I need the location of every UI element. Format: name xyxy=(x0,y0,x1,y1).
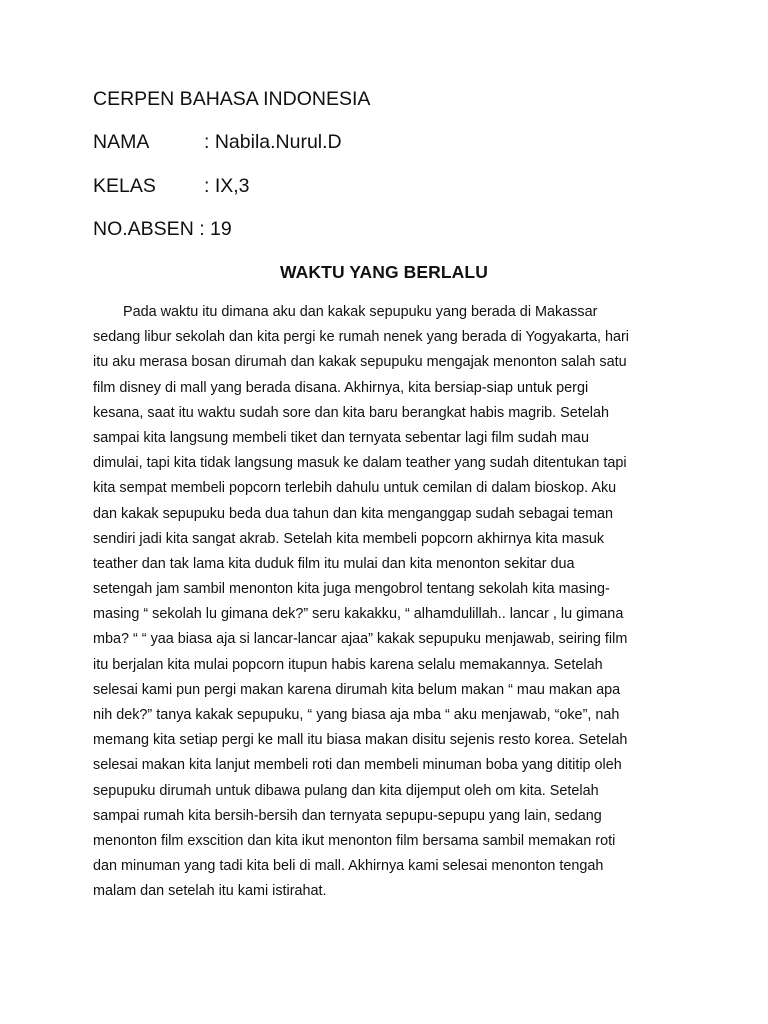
name-label: NAMA xyxy=(93,131,150,153)
story-line: dimulai, tapi kita tidak langsung masuk ke dalam teather yang sudah ditentukan tapi xyxy=(93,455,627,472)
story-line: masing “ sekolah lu gimana dek?” seru kakakku, “ alhamdulillah.. lancar , lu gimana xyxy=(93,606,624,623)
story-line: sedang libur sekolah dan kita pergi ke rumah nenek yang berada di Yogyakarta, hari xyxy=(93,329,630,346)
story-line: teather dan tak lama kita duduk film itu mulai dan kita menonton sekitar dua xyxy=(93,555,575,572)
story-line: sendiri jadi kita sangat akrab. Setelah kita membeli popcorn akhirnya kita masuk xyxy=(93,530,605,547)
story-line: menonton film exscition dan kita ikut menonton film bersama sambil memakan roti xyxy=(93,832,616,849)
story-line: sepupuku dirumah untuk dibawa pulang dan kita dijemput oleh om kita. Setelah xyxy=(93,782,599,799)
story-line: mba? “ “ yaa biasa aja si lancar-lancar ajaa” kakak sepupuku menjawab, seiring film xyxy=(93,631,628,648)
story-line: memang kita setiap pergi ke mall itu biasa makan disitu sejenis resto korea. Setelah xyxy=(93,732,628,749)
story-line: kesana, saat itu waktu sudah sore dan kita baru berangkat habis magrib. Setelah xyxy=(93,404,609,421)
name-value: : Nabila.Nurul.D xyxy=(204,131,342,153)
story-line: itu aku merasa bosan dirumah dan kakak sepupuku mengajak menonton salah satu xyxy=(93,354,627,371)
story-line: nih dek?” tanya kakak sepupuku, “ yang biasa aja mba “ aku menjawab, “oke”, nah xyxy=(93,707,620,723)
document-heading: CERPEN BAHASA INDONESIA xyxy=(93,88,371,110)
story-line: sampai rumah kita bersih-bersih dan ternyata sepupu-sepupu yang lain, sedang xyxy=(93,807,602,824)
story-line: sampai kita langsung membeli tiket dan ternyata sebentar lagi film sudah mau xyxy=(93,429,589,446)
story-line: selesai makan kita lanjut membeli roti dan membeli minuman boba yang dititip oleh xyxy=(93,757,622,774)
story-title: WAKTU YANG BERLALU xyxy=(280,262,488,282)
story-line: dan minuman yang tadi kita beli di mall. Akhirnya kami selesai menonton tengah xyxy=(93,858,604,875)
story-line: itu berjalan kita mulai popcorn itupun habis karena selalu memakannya. Setelah xyxy=(93,656,603,673)
class-label: KELAS xyxy=(93,175,156,197)
story-body xyxy=(93,300,683,905)
story-line: selesai kami pun pergi makan karena dirumah kita belum makan “ mau makan apa xyxy=(93,681,621,698)
story-line: setengah jam sambil menonton kita juga mengobrol tentang sekolah kita masing- xyxy=(93,581,610,598)
story-line: dan kakak sepupuku beda dua tahun dan kita menganggap sudah sebagai teman xyxy=(93,505,614,522)
story-line: Pada waktu itu dimana aku dan kakak sepupuku yang berada di Makassar xyxy=(123,304,598,320)
story-line: malam dan setelah itu kami istirahat. xyxy=(93,883,327,900)
story-line: kita sempat membeli popcorn terlebih dahulu untuk cemilan di dalam bioskop. Aku xyxy=(93,480,617,497)
class-row xyxy=(93,175,250,197)
name-row xyxy=(93,131,342,153)
class-value: : IX,3 xyxy=(204,175,250,197)
attendance-number: NO.ABSEN : 19 xyxy=(93,218,232,240)
story-line: film disney di mall yang berada disana. Akhirnya, kita bersiap-siap untuk pergi xyxy=(93,379,589,396)
